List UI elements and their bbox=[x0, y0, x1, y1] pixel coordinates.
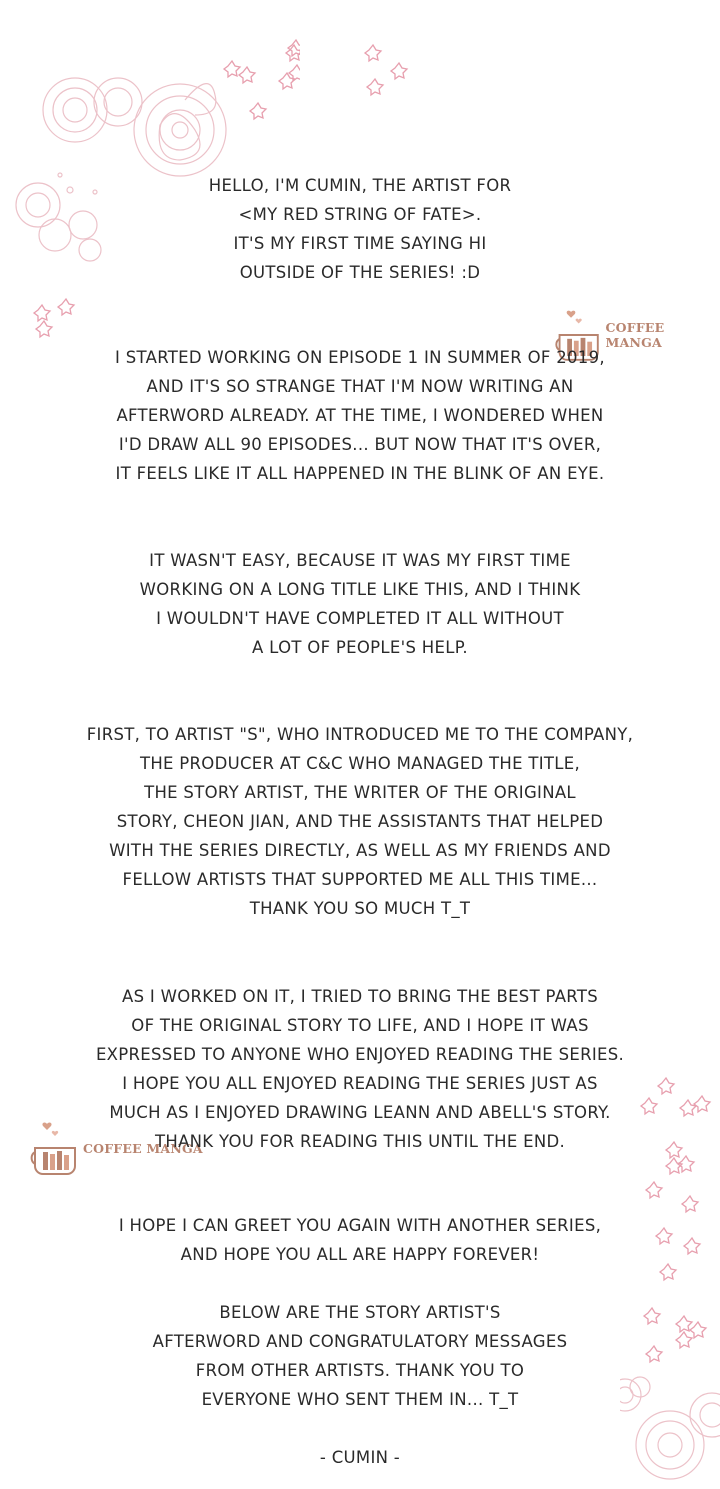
paragraph-below bbox=[0, 1298, 720, 1414]
paragraph-worked bbox=[0, 982, 720, 1156]
text-line: EVERYONE WHO SENT THEM IN... T_T bbox=[201, 1390, 519, 1409]
signature bbox=[0, 1443, 720, 1472]
paragraph-greeting bbox=[0, 171, 720, 287]
text-line: IT WASN'T EASY, BECAUSE IT WAS MY FIRST TIME bbox=[149, 551, 571, 570]
text-line: THANK YOU FOR READING THIS UNTIL THE END. bbox=[154, 1132, 566, 1151]
text-line: OF THE ORIGINAL STORY TO LIFE, AND I HOPE IT WAS bbox=[131, 1016, 589, 1035]
text-line: IT'S MY FIRST TIME SAYING HI bbox=[233, 234, 487, 253]
text-line: FROM OTHER ARTISTS. THANK YOU TO bbox=[195, 1361, 525, 1380]
text-line: MUCH AS I ENJOYED DRAWING LEANN AND ABELL'S STORY. bbox=[109, 1103, 611, 1122]
paragraph-thanks bbox=[0, 720, 720, 923]
text-line: AFTERWORD ALREADY. AT THE TIME, I WONDERED WHEN bbox=[116, 406, 604, 425]
text-line: OUTSIDE OF THE SERIES! :D bbox=[239, 263, 481, 282]
text-line: HELLO, I'M CUMIN, THE ARTIST FOR bbox=[208, 176, 512, 195]
text-line: THE STORY ARTIST, THE WRITER OF THE ORIGINAL bbox=[144, 783, 576, 802]
text-line: FELLOW ARTISTS THAT SUPPORTED ME ALL THIS TIME... bbox=[122, 870, 598, 889]
paragraph-hope bbox=[0, 1211, 720, 1269]
text-line: AND HOPE YOU ALL ARE HAPPY FOREVER! bbox=[180, 1245, 540, 1264]
paragraph-start bbox=[0, 343, 720, 488]
text-line: I HOPE YOU ALL ENJOYED READING THE SERIES JUST AS bbox=[122, 1074, 598, 1093]
text-line: I WOULDN'T HAVE COMPLETED IT ALL WITHOUT bbox=[156, 609, 564, 628]
text-line: THE PRODUCER AT C&C WHO MANAGED THE TITLE, bbox=[139, 754, 581, 773]
text-line: THANK YOU SO MUCH T_T bbox=[249, 899, 471, 918]
watermark-text: COFFEE MANGA bbox=[605, 320, 665, 350]
signature-line: - CUMIN - bbox=[319, 1448, 401, 1467]
text-line: EXPRESSED TO ANYONE WHO ENJOYED READING THE SERIES. bbox=[95, 1045, 625, 1064]
text-line: AND IT'S SO STRANGE THAT I'M NOW WRITING AN bbox=[146, 377, 574, 396]
text-line: I HOPE I CAN GREET YOU AGAIN WITH ANOTHER SERIES, bbox=[118, 1216, 602, 1235]
text-line: I STARTED WORKING ON EPISODE 1 IN SUMMER OF 2019, bbox=[115, 348, 605, 367]
text-line: WITH THE SERIES DIRECTLY, AS WELL AS MY FRIENDS AND bbox=[109, 841, 611, 860]
text-line: WORKING ON A LONG TITLE LIKE THIS, AND I THINK bbox=[139, 580, 581, 599]
text-line: STORY, CHEON JIAN, AND THE ASSISTANTS THAT HELPED bbox=[116, 812, 604, 831]
text-line: AFTERWORD AND CONGRATULATORY MESSAGES bbox=[152, 1332, 568, 1351]
text-line: AS I WORKED ON IT, I TRIED TO BRING THE BEST PARTS bbox=[121, 987, 599, 1006]
text-line: I'D DRAW ALL 90 EPISODES... BUT NOW THAT IT'S OVER, bbox=[118, 435, 602, 454]
text-line: FIRST, TO ARTIST "S", WHO INTRODUCED ME TO THE COMPANY, bbox=[86, 725, 634, 744]
flower-sprinkles-top-right bbox=[355, 38, 435, 108]
text-line: BELOW ARE THE STORY ARTIST'S bbox=[219, 1303, 501, 1322]
paragraph-not-easy bbox=[0, 546, 720, 662]
watermark-text: COFFEE MANGA bbox=[83, 1140, 203, 1156]
text-line: IT FEELS LIKE IT ALL HAPPENED IN THE BLINK OF AN EYE. bbox=[115, 464, 605, 483]
text-line: A LOT OF PEOPLE'S HELP. bbox=[252, 638, 468, 657]
text-line: <MY RED STRING OF FATE>. bbox=[238, 205, 482, 224]
